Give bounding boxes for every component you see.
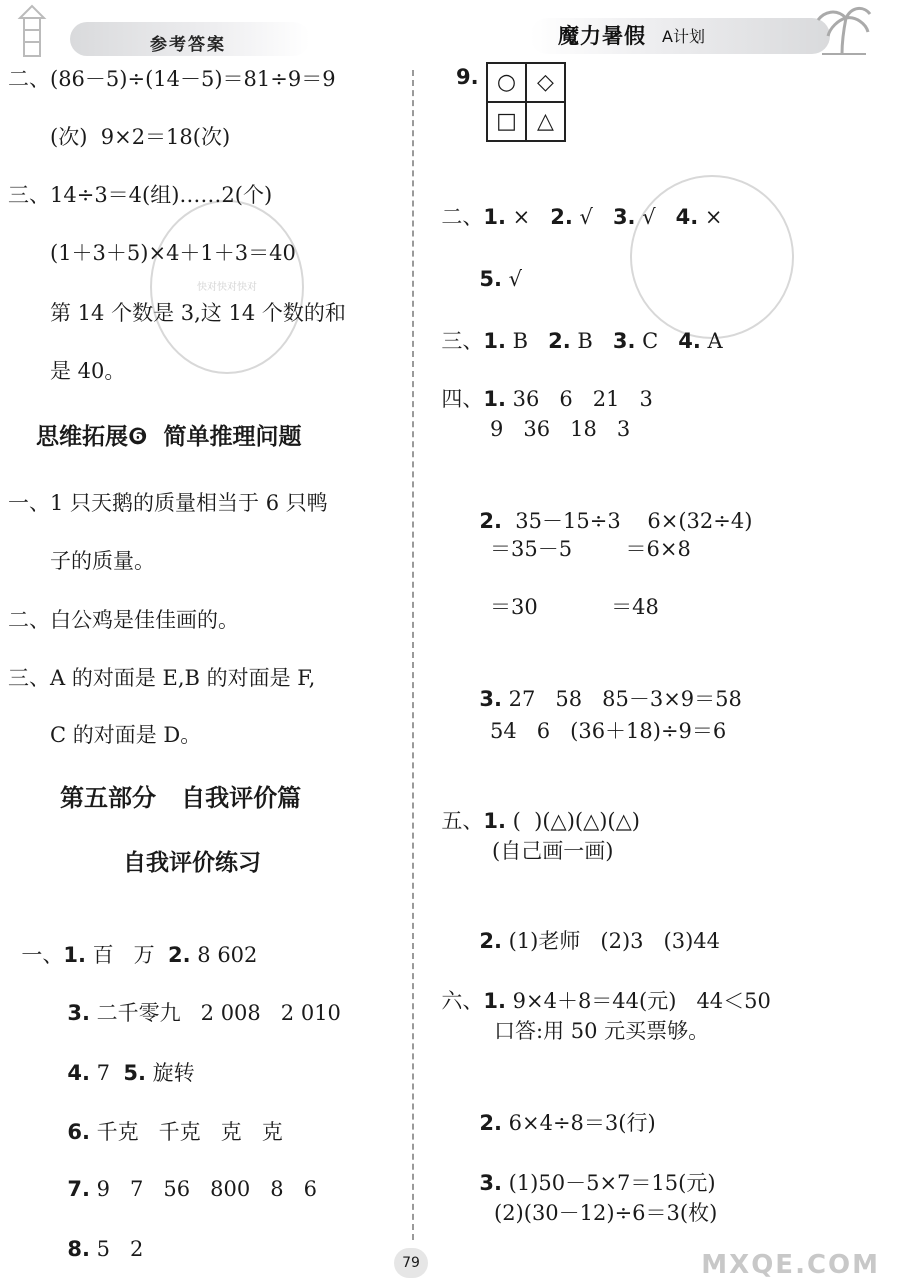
item-number: 2. xyxy=(548,329,571,353)
answer-line: 第 14 个数是 3,这 14 个数的和 xyxy=(50,301,346,325)
item-text: 百 万 xyxy=(85,943,169,967)
answer-line: (2)(30－12)÷6＝3(枚) xyxy=(494,1201,718,1225)
stamp-label: 快对快对快对 xyxy=(197,282,257,293)
item-number: 8. xyxy=(67,1237,90,1261)
item-number: 1. xyxy=(63,943,86,967)
answer-line: 三、14÷3＝4(组)……2(个) xyxy=(8,183,273,207)
answer-line xyxy=(466,654,742,714)
item-number: 1. xyxy=(483,809,506,833)
item-number: 3. xyxy=(612,329,636,353)
answer-line: 一、1 只天鹅的质量相当于 6 只鸭 xyxy=(8,491,328,515)
subsection-heading: 自我评价练习 xyxy=(123,850,261,876)
answer-line xyxy=(54,1028,195,1088)
answer-line: 子的质量。 xyxy=(50,549,155,573)
answer-line: 9 36 18 3 xyxy=(490,417,631,441)
answer-line: 三、A 的对面是 E,B 的对面是 F, xyxy=(8,666,316,690)
item-number: 3. xyxy=(479,1171,502,1195)
header-title: 参考答案 xyxy=(150,35,226,55)
answer-line: 二、白公鸡是佳佳画的。 xyxy=(8,608,239,632)
answer-line xyxy=(428,172,723,232)
item-text: B xyxy=(505,329,549,353)
item-text: 7 xyxy=(89,1061,124,1085)
section-heading: 思维拓展❻ 简单推理问题 xyxy=(36,424,302,450)
item-text: 9 7 56 800 8 6 xyxy=(89,1177,318,1201)
item-text: (1)50－5×7＝15(元) xyxy=(501,1171,716,1195)
item-number: 1. xyxy=(483,989,506,1013)
palm-tree-icon xyxy=(812,2,872,56)
diamond-icon: ◇ xyxy=(526,63,565,102)
item-number: 4. xyxy=(675,205,699,229)
answer-line: 是 40。 xyxy=(50,359,126,383)
answer-line xyxy=(466,476,752,536)
header-left xyxy=(0,0,300,62)
item-number: 2. xyxy=(168,943,191,967)
item-text: (1)老师 (2)3 (3)44 xyxy=(501,929,721,953)
part-heading: 第五部分 自我评价篇 xyxy=(60,784,302,812)
item-number: 6. xyxy=(67,1120,90,1144)
item-number: 2. xyxy=(550,205,573,229)
section-prefix: 四、 xyxy=(441,387,484,411)
answer-line xyxy=(466,234,522,294)
lighthouse-icon xyxy=(14,4,50,58)
item-text: 旋转 xyxy=(145,1061,195,1085)
item-text: 27 58 85－3×9＝58 xyxy=(501,687,742,711)
item-text: 5 2 xyxy=(89,1237,144,1261)
item-text: × xyxy=(505,205,551,229)
answer-line xyxy=(466,896,720,956)
square-icon: □ xyxy=(487,102,526,141)
item-number: 3. xyxy=(479,687,502,711)
answer-line: 口答:用 50 元买票够。 xyxy=(494,1019,710,1043)
item-number: 5. xyxy=(479,267,502,291)
item-text: 36 6 21 3 xyxy=(505,387,653,411)
item-text: √ xyxy=(501,267,523,291)
item-text: 二千零九 2 008 2 010 xyxy=(89,1001,341,1025)
item-text: B xyxy=(570,329,613,353)
answer-line: 54 6 (36＋18)÷9＝6 xyxy=(490,719,727,743)
item-text: 35－15÷3 6×(32÷4) xyxy=(501,509,753,533)
answer-line: C 的对面是 D。 xyxy=(50,723,202,747)
answer-line xyxy=(8,910,257,970)
column-divider xyxy=(412,70,414,1240)
answer-stamp xyxy=(150,200,304,374)
item-number: 9. xyxy=(456,65,479,89)
item-number: 7. xyxy=(67,1177,90,1201)
answer-line: (1＋3＋5)×4＋1＋3＝40 xyxy=(50,241,296,265)
section-prefix: 五、 xyxy=(441,809,484,833)
section-prefix: 一、 xyxy=(21,943,64,967)
item-text: A xyxy=(700,329,723,353)
answer-line xyxy=(466,1138,716,1198)
answer-line xyxy=(428,956,771,1016)
circle-icon: ○ xyxy=(487,63,526,102)
answer-line: (次) 9×2＝18(次) xyxy=(50,125,231,149)
triangle-icon: △ xyxy=(526,102,565,141)
section-prefix: 二、 xyxy=(441,205,484,229)
answer-line xyxy=(428,776,640,836)
answer-line xyxy=(428,354,653,414)
item-text: 9×4＋8＝44(元) 44＜50 xyxy=(505,989,771,1013)
item-number: 2. xyxy=(479,1111,502,1135)
item-number: 3. xyxy=(67,1001,90,1025)
item-number: 4. xyxy=(67,1061,90,1085)
watermark: MXQE.COM xyxy=(701,1250,880,1280)
item-text: 6×4÷8＝3(行) xyxy=(501,1111,656,1135)
item-text: 8 602 xyxy=(190,943,258,967)
answer-line xyxy=(54,1144,317,1204)
brand-subtitle: A计划 xyxy=(662,27,705,46)
answer-line: ＝35－5 ＝6×8 xyxy=(490,537,691,561)
section-prefix: 三、 xyxy=(441,329,484,353)
answer-line xyxy=(54,968,341,1028)
page-number: 79 xyxy=(394,1248,428,1278)
item-number: 1. xyxy=(483,329,506,353)
item-number: 2. xyxy=(479,509,502,533)
shape-grid xyxy=(486,62,566,142)
item-number: 1. xyxy=(483,205,506,229)
answer-line xyxy=(466,1078,656,1138)
section-prefix: 六、 xyxy=(441,989,484,1013)
answer-line: ＝30 ＝48 xyxy=(490,595,659,619)
item-number: 5. xyxy=(123,1061,146,1085)
item-text: × xyxy=(698,205,723,229)
item-number: 2. xyxy=(479,929,502,953)
answer-line: (自己画一画) xyxy=(492,839,614,863)
item-text: 千克 千克 克 克 xyxy=(89,1120,283,1144)
item-text: √ xyxy=(572,205,613,229)
item-number: 3. xyxy=(612,205,636,229)
answer-line: 二、(86－5)÷(14－5)＝81÷9＝9 xyxy=(8,67,336,91)
brand-title: 魔力暑假 xyxy=(558,24,646,48)
answer-line xyxy=(54,1087,283,1147)
item-text: ( )(△)(△)(△) xyxy=(505,809,640,833)
item-text: C xyxy=(635,329,679,353)
item-text: √ xyxy=(635,205,676,229)
item-number: 1. xyxy=(483,387,506,411)
item-number: 4. xyxy=(678,329,701,353)
answer-line xyxy=(54,1204,143,1264)
answer-line xyxy=(428,296,723,356)
